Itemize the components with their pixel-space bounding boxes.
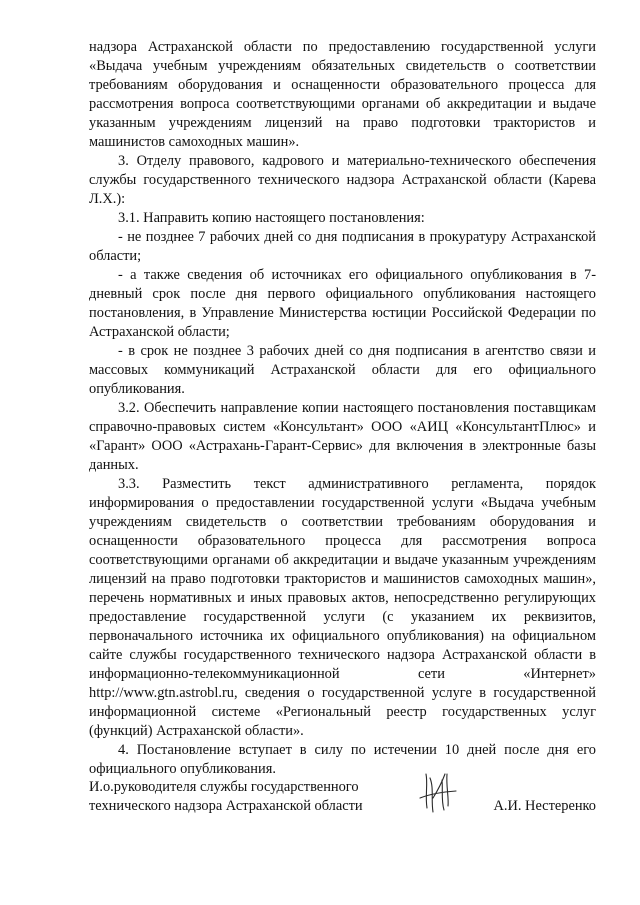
signatory-title [89, 778, 419, 816]
document-body [89, 38, 596, 779]
signature-block [89, 778, 596, 838]
signatory-name: А.И. Нестеренко [493, 798, 596, 814]
paragraph-item-4: 4. Постановление вступает в силу по истечении 10 дней после дня его официального опубликования. [89, 742, 596, 777]
paragraph-bullet-prosecutor: - не позднее 7 рабочих дней со дня подписания в прокуратуру Астраханской области; [89, 229, 596, 264]
paragraph-item-3-1: 3.1. Направить копию настоящего постановления: [118, 210, 425, 226]
paragraph-bullet-agency: - в срок не позднее 3 рабочих дней со дня подписания в агентство связи и массовых коммуникаций Астраханской области для его официального опубликования. [89, 343, 596, 397]
signatory-title-line-1: И.о.руководителя службы государственного [89, 779, 359, 795]
paragraph-bullet-ministry: - а также сведения об источниках его официального опубликования в 7-дневный срок после дня первого официального опубликования настоящего постановления, в Управление Министерства юстиции Российской Федерации по Астраханской области; [89, 267, 596, 340]
paragraph-item-3-2: 3.2. Обеспечить направление копии настоящего постановления поставщикам справочно-правовых систем «Консультант» ООО «АИЦ «КонсультантПлюс» и «Гарант» ООО «Астрахань-Гарант-Сервис» для включения в электронные базы данных. [89, 400, 596, 473]
paragraph-item-3: 3. Отделу правового, кадрового и материально-технического обеспечения службы государственного технического надзора Астраханской области (Карева Л.Х.): [89, 153, 596, 207]
paragraph-item-3-3: 3.3. Разместить текст административного регламента, порядок информирования о предоставлении государственной услуги «Выдача учебным учреждениям свидетельств о соответствии требованиям оборудования и оснащенности образовательного процесса для рассмотрения вопроса соответствующими органами об аккредитации и выдаче указанным учреждениям лицензий на право подготовки трактористов и машинистов самоходных машин», перечень нормативных и иных правовых актов, непосредственно регулирующих предоставление государственной услуги (с указанием их реквизитов, первоначального источника их официального опубликования) на официальном сайте службы государственного технического надзора Астраханской области в информационно-телекоммуникационной сети «Интернет» http://www.gtn.astrobl.ru, сведения о государственной услуге в государственной информационной системе «Региональный реестр государственных услуг (функций) Астраханской области». [89, 476, 596, 739]
handwritten-signature [412, 768, 472, 816]
signatory-title-line-2: технического надзора Астраханской области [89, 798, 363, 814]
paragraph-continuation: надзора Астраханской области по предоставлению государственной услуги «Выдача учебным учреждениям обязательных свидетельств о соответствии требованиям оборудования и оснащенности образовательного процесса для рассмотрения вопроса соответствующими органами об аккредитации и выдаче указанным учреждениям лицензий на право подготовки трактористов и машинистов самоходных машин». [89, 39, 596, 150]
